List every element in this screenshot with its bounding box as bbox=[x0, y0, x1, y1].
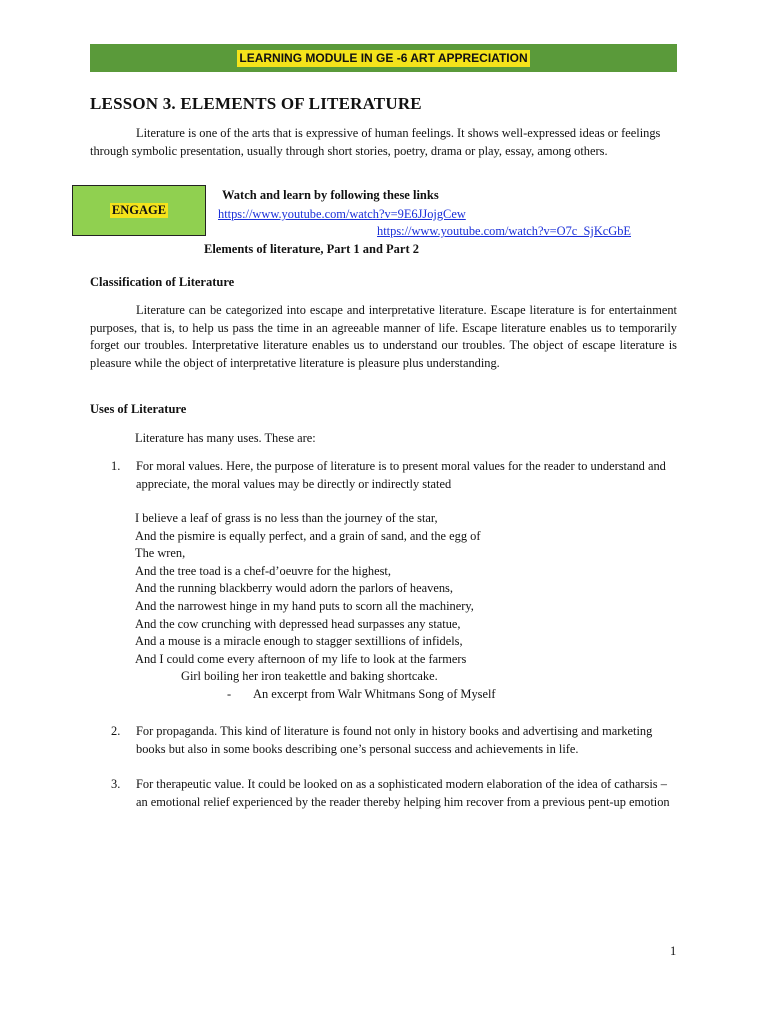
poem-line: And the running blackberry would adorn the parlors of heavens, bbox=[135, 581, 453, 596]
intro-paragraph: Literature is one of the arts that is expressive of human feelings. It shows well-expressed ideas or feelings through symbolic presentation, usually through short stories, poetry, drama or play, essay, among others. bbox=[90, 126, 661, 158]
credit-text: An excerpt from Walr Whitmans Song of Myself bbox=[253, 686, 496, 701]
poem-line: The wren, bbox=[135, 546, 186, 561]
list-item bbox=[111, 776, 677, 811]
classification-heading: Classification of Literature bbox=[90, 275, 235, 289]
uses-intro: Literature has many uses. These are: bbox=[135, 431, 316, 445]
poem-line: And a mouse is a miracle enough to stagger sextillions of infidels, bbox=[135, 634, 463, 649]
list-item bbox=[111, 723, 677, 758]
page-number: 1 bbox=[670, 944, 677, 958]
credit-dash: - bbox=[227, 686, 232, 701]
poem-line: Girl boiling her iron teakettle and baking shortcake. bbox=[181, 669, 438, 684]
list-number: 3. bbox=[111, 777, 121, 791]
list-text: For propaganda. This kind of literature is found not only in history books and advertising and marketing books but also in some books describing one’s personal success and achievements in life. bbox=[136, 724, 653, 756]
poem-line: And the narrowest hinge in my hand puts to scorn all the machinery, bbox=[135, 598, 474, 613]
poem-line: And the cow crunching with depressed head surpasses any statue, bbox=[135, 616, 461, 631]
lesson-title: LESSON 3. ELEMENTS OF LITERATURE bbox=[90, 94, 422, 113]
engage-label: ENGAGE bbox=[111, 203, 167, 217]
module-title: LEARNING MODULE IN GE -6 ART APPRECIATION bbox=[239, 50, 528, 65]
poem-excerpt bbox=[135, 510, 496, 704]
list-number: 1. bbox=[111, 459, 121, 473]
poem-line: And the pismire is equally perfect, and a grain of sand, and the egg of bbox=[135, 528, 481, 543]
classification-paragraph: Literature can be categorized into escape and interpretative literature. Escape literature is for entertainment purposes, that is, to help us pass the time in an agreeable manner of life. Escape literature enables us to temporarily forget our troubles. Interpretative literature enables us to understand our troubles. The object of escape literature is pleasure while the object of interpretative literature is pleasure plus understanding. bbox=[90, 303, 677, 370]
engage-box bbox=[72, 185, 206, 236]
video-link-2[interactable]: https://www.youtube.com/watch?v=O7c_SjKcGbE bbox=[377, 224, 631, 238]
watch-instruction: Watch and learn by following these links bbox=[222, 188, 439, 202]
module-header-bar bbox=[90, 44, 677, 72]
poem-credit bbox=[135, 686, 496, 704]
poem-line: And the tree toad is a chef-d’oeuvre for the highest, bbox=[135, 563, 391, 578]
links-caption: Elements of literature, Part 1 and Part 2 bbox=[204, 242, 419, 256]
list-text: For therapeutic value. It could be looked on as a sophisticated modern elaboration of the idea of catharsis – an emotional relief experienced by the reader thereby helping him recover from a previous pent-up emotion bbox=[136, 777, 670, 809]
list-number: 2. bbox=[111, 724, 121, 738]
list-item bbox=[111, 458, 677, 493]
uses-heading: Uses of Literature bbox=[90, 402, 187, 416]
video-link-1[interactable]: https://www.youtube.com/watch?v=9E6JJojgCew bbox=[218, 207, 466, 221]
poem-line: And I could come every afternoon of my life to look at the farmers bbox=[135, 651, 467, 666]
poem-line: I believe a leaf of grass is no less than the journey of the star, bbox=[135, 511, 438, 525]
list-text: For moral values. Here, the purpose of literature is to present moral values for the reader to understand and appreciate, the moral values may be directly or indirectly stated bbox=[136, 459, 666, 491]
